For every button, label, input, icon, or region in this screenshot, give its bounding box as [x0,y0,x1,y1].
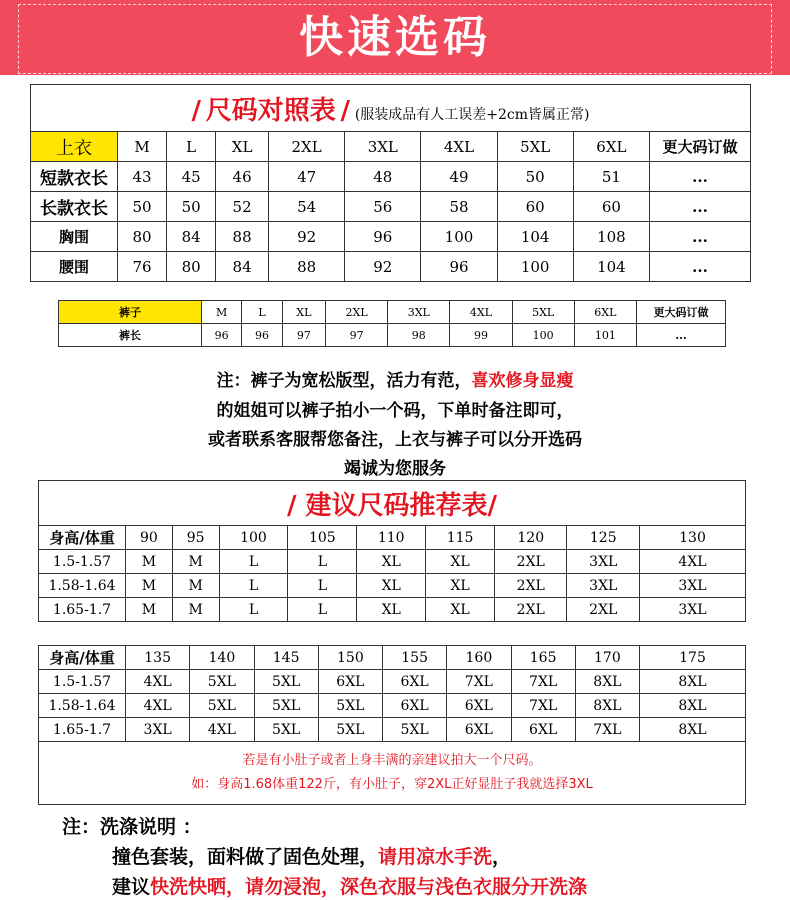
header-cell: 2XL [269,132,345,162]
table-cell: 7XL [511,694,575,718]
table-cell: 3XL [567,550,640,574]
table-cell: 108 [573,222,649,252]
size-chart-table [30,84,751,282]
title-slash: / [340,95,351,126]
table-row [39,550,746,574]
header-cell: L [167,132,216,162]
table-cell: 5XL [254,718,318,742]
table-cell: 80 [118,222,167,252]
table-cell: 5XL [254,694,318,718]
table-cell: 5XL [318,718,382,742]
header-cell: 3XL [388,301,450,324]
table-cell: 84 [167,222,216,252]
table-cell: 50 [167,192,216,222]
table-row [39,694,746,718]
table-row [39,718,746,742]
table-row [59,324,726,347]
row-label: 裤长 [59,324,202,347]
pants-size-table [58,300,726,347]
table-cell: ... [637,324,726,347]
table-cell: 43 [118,162,167,192]
table-cell: 6XL [447,718,511,742]
table-cell: 2XL [495,574,567,598]
title-slash: / [191,95,201,126]
recommend-title: / 建议尺码推荐表/ [286,490,498,521]
wash-line-2 [112,872,587,899]
wash-highlight: 快洗快晒，请勿浸泡，深色衣服与浅色衣服分开洗涤 [150,876,588,898]
header-cell: 100 [219,526,288,550]
table-cell: 3XL [567,574,640,598]
header-cell: 140 [190,646,254,670]
table-row [31,222,751,252]
table-cell: M [126,574,173,598]
table-cell: 58 [421,192,497,222]
recommend-note-cell [39,742,746,805]
header-cell: 4XL [421,132,497,162]
header-cell: 裤子 [59,301,202,324]
table-row [39,574,746,598]
table-cell: 54 [269,192,345,222]
header-cell: 5XL [497,132,573,162]
header-cell: 120 [495,526,567,550]
recommend-table-2 [38,645,746,805]
table-header-row [31,132,751,162]
table-cell: 92 [345,252,421,282]
wash-line-1 [112,842,511,869]
table-cell: 47 [269,162,345,192]
table-cell: 6XL [383,670,447,694]
table-cell: XL [426,550,495,574]
size-chart-title-cell [31,85,751,132]
header-cell: 170 [575,646,639,670]
table-cell: 60 [573,192,649,222]
wash-text: ， [492,846,512,868]
header-cell: XL [216,132,269,162]
table-cell: 2XL [495,550,567,574]
header-cell: 155 [383,646,447,670]
recommend-title-cell [39,481,746,526]
banner-title: 快速选码 [299,12,491,63]
table-cell: 50 [118,192,167,222]
header-cell: 6XL [573,132,649,162]
table-cell: 2XL [495,598,567,622]
table-cell: L [288,598,357,622]
header-cell: 3XL [345,132,421,162]
row-label: 1.5-1.57 [39,670,126,694]
row-label: 1.5-1.57 [39,550,126,574]
header-cell: 4XL [450,301,512,324]
header-cell: 125 [567,526,640,550]
table-row [31,252,751,282]
header-cell: 150 [318,646,382,670]
table-cell: 8XL [575,694,639,718]
header-cell: 更大码订做 [650,132,751,162]
table-cell: ... [650,222,751,252]
table-cell: 6XL [383,694,447,718]
table-cell: 5XL [318,694,382,718]
table-cell: 96 [421,252,497,282]
table-cell: 3XL [640,574,746,598]
table-cell: ... [650,192,751,222]
table-cell: 96 [345,222,421,252]
table-row [39,670,746,694]
table-cell: 99 [450,324,512,347]
header-cell: 90 [126,526,173,550]
note-line: 或者联系客服帮您备注，上衣与裤子可以分开选码 [208,430,582,450]
table-cell: 2XL [567,598,640,622]
table-cell: 98 [388,324,450,347]
note-text: 注：裤子为宽松版型，活力有范， [216,371,472,391]
header-cell: 165 [511,646,575,670]
row-label: 1.65-1.7 [39,598,126,622]
wash-text: 撞色套装，面料做了固色处理， [112,846,379,868]
note-line: 的姐姐可以裤子拍小一个码，下单时备注即可， [216,401,574,421]
table-cell: 4XL [190,718,254,742]
header-cell: 更大码订做 [637,301,726,324]
table-cell: 6XL [318,670,382,694]
table-cell: XL [426,574,495,598]
row-label: 腰围 [31,252,118,282]
header-cell: 115 [426,526,495,550]
header-cell: 130 [640,526,746,550]
table-cell: 6XL [511,718,575,742]
table-cell: L [288,550,357,574]
table-header-row [39,526,746,550]
header-cell: 上衣 [31,132,118,162]
table-cell: 52 [216,192,269,222]
table-cell: 96 [242,324,282,347]
table-header-row [39,646,746,670]
table-cell: 48 [345,162,421,192]
header-cell: 身高/体重 [39,526,126,550]
row-label: 1.65-1.7 [39,718,126,742]
table-cell: 101 [574,324,636,347]
row-label: 胸围 [31,222,118,252]
size-chart-title: 尺码对照表 [205,95,336,126]
header-cell: 145 [254,646,318,670]
table-cell: 96 [202,324,242,347]
row-label: 1.58-1.64 [39,574,126,598]
table-cell: 7XL [447,670,511,694]
table-cell: 5XL [190,670,254,694]
table-cell: 100 [497,252,573,282]
wash-text: 建议 [112,876,151,898]
header-cell: M [202,301,242,324]
table-cell: L [219,550,288,574]
header-cell: 95 [172,526,219,550]
header-cell: XL [282,301,325,324]
table-cell: L [219,574,288,598]
table-cell: 97 [282,324,325,347]
table-row [39,598,746,622]
table-cell: 5XL [190,694,254,718]
table-cell: 92 [269,222,345,252]
table-cell: XL [357,598,426,622]
header-cell: 5XL [512,301,574,324]
header-cell: 175 [640,646,746,670]
table-cell: 5XL [383,718,447,742]
table-cell: 60 [497,192,573,222]
recommend-note-2: 如：身高1.68体重122斤，有小肚子，穿2XL正好显肚子我就选择3XL [191,777,593,792]
header-cell: 身高/体重 [39,646,126,670]
note-highlight: 喜欢修身显瘦 [471,371,574,391]
header-cell: 105 [288,526,357,550]
table-cell: 76 [118,252,167,282]
header-cell: L [242,301,282,324]
table-cell: L [219,598,288,622]
table-cell: 8XL [640,718,746,742]
table-cell: 6XL [447,694,511,718]
table-cell: 46 [216,162,269,192]
header-cell: 6XL [574,301,636,324]
table-cell: 100 [421,222,497,252]
table-cell: 80 [167,252,216,282]
table-cell: ... [650,162,751,192]
table-cell: ... [650,252,751,282]
wash-highlight: 请用凉水手洗 [378,846,493,868]
table-cell: 4XL [640,550,746,574]
table-cell: 5XL [254,670,318,694]
table-cell: 100 [512,324,574,347]
table-cell: L [288,574,357,598]
table-cell: 7XL [575,718,639,742]
table-cell: 8XL [575,670,639,694]
table-cell: 3XL [640,598,746,622]
header-cell: 110 [357,526,426,550]
table-cell: 4XL [126,670,190,694]
header-cell: 160 [447,646,511,670]
table-cell: 104 [573,252,649,282]
recommend-note-1: 若是有小肚子或者上身丰满的亲建议拍大一个尺码。 [242,753,542,768]
wash-heading: 注：洗涤说明 ： [62,816,202,838]
table-cell: M [172,574,219,598]
header-cell: 135 [126,646,190,670]
table-row [31,162,751,192]
table-cell: 7XL [511,670,575,694]
table-row [31,192,751,222]
table-cell: M [126,598,173,622]
note-line: 竭诚为您服务 [344,459,446,479]
header-cell: 2XL [326,301,388,324]
table-cell: 84 [216,252,269,282]
table-cell: 104 [497,222,573,252]
table-cell: M [126,550,173,574]
size-chart-note: (服装成品有人工误差+2cm皆属正常) [354,106,590,123]
table-cell: 8XL [640,670,746,694]
row-label: 短款衣长 [31,162,118,192]
table-cell: XL [426,598,495,622]
table-cell: 56 [345,192,421,222]
table-cell: 49 [421,162,497,192]
row-label: 长款衣长 [31,192,118,222]
header-cell: M [118,132,167,162]
table-cell: 4XL [126,694,190,718]
note-line [0,366,790,391]
table-cell: 50 [497,162,573,192]
table-cell: 8XL [640,694,746,718]
table-cell: 3XL [126,718,190,742]
row-label: 1.58-1.64 [39,694,126,718]
table-cell: M [172,598,219,622]
table-cell: XL [357,550,426,574]
recommend-table-1 [38,480,746,622]
table-cell: 88 [216,222,269,252]
table-header-row [59,301,726,324]
table-cell: 51 [573,162,649,192]
table-cell: 97 [326,324,388,347]
table-cell: M [172,550,219,574]
table-cell: 45 [167,162,216,192]
table-cell: XL [357,574,426,598]
table-cell: 88 [269,252,345,282]
